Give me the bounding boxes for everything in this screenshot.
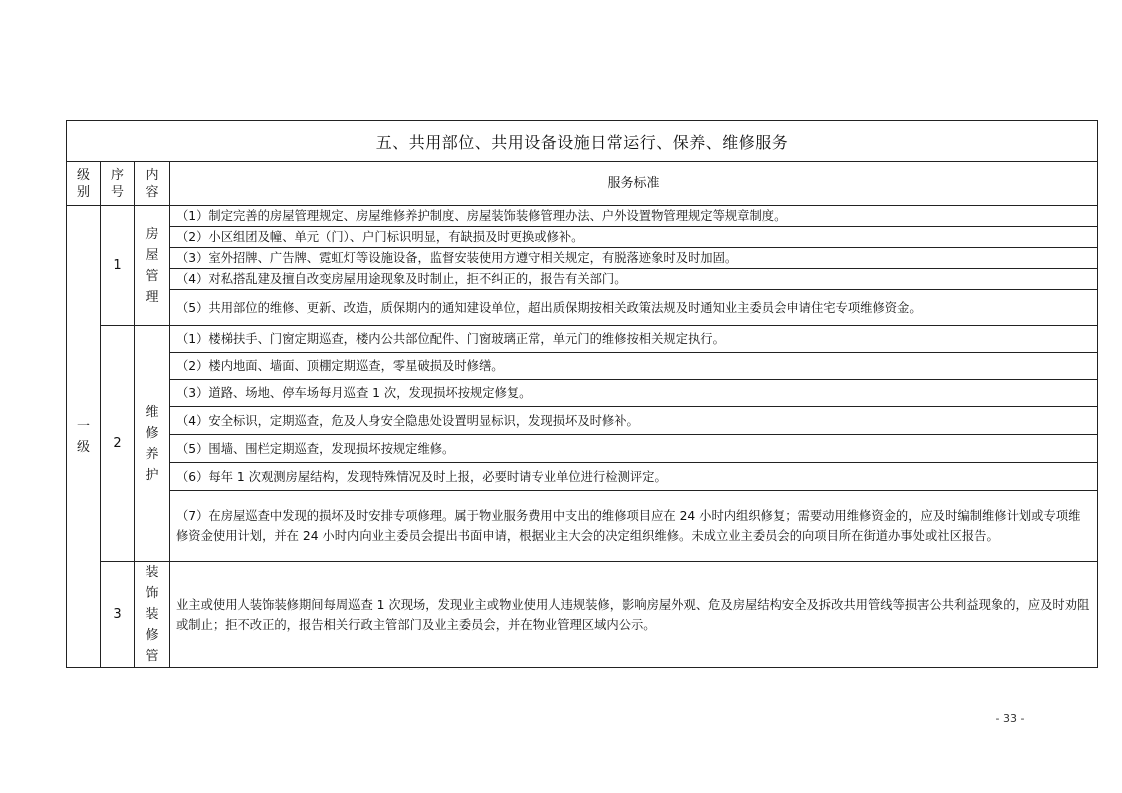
level-char: 级 bbox=[76, 439, 90, 455]
level-cell bbox=[67, 206, 101, 668]
header-level-char: 级 bbox=[76, 167, 90, 183]
header-content bbox=[135, 162, 170, 206]
standard-item: （7）在房屋巡查中发现的损坏及时安排专项修理。属于物业服务费用中支出的维修项目应在 24 小时内组织修复；需要动用维修资金的，应及时编制维修计划或专项维修资金使用计划，并在 24 小时内向业主委员会提出书面申请，根据业主大会的决定组织维修。未成立业主委员会的向项目所在街道办事处或社区报告。 bbox=[170, 491, 1098, 562]
seq-cell: 1 bbox=[101, 206, 135, 326]
content-char: 屋 bbox=[145, 247, 159, 263]
header-row bbox=[67, 162, 1098, 206]
level-char: 一 bbox=[76, 418, 90, 434]
header-seq-char: 序 bbox=[110, 167, 124, 183]
table-row bbox=[67, 227, 1098, 248]
content-cell bbox=[135, 562, 170, 668]
table-row bbox=[67, 269, 1098, 290]
header-seq bbox=[101, 162, 135, 206]
content-char: 装 bbox=[145, 607, 159, 622]
header-standard: 服务标准 bbox=[170, 162, 1098, 206]
standard-item: （5）围墙、围栏定期巡查，发现损坏按规定维修。 bbox=[170, 435, 1098, 463]
content-char: 饰 bbox=[145, 586, 159, 601]
standard-item: （4）安全标识，定期巡查，危及人身安全隐患处设置明显标识，发现损坏及时修补。 bbox=[170, 407, 1098, 435]
content-char: 修 bbox=[145, 628, 159, 643]
standard-item: （3）室外招牌、广告牌、霓虹灯等设施设备，监督安装使用方遵守相关规定，有脱落迹象时及时加固。 bbox=[170, 248, 1098, 269]
title-row bbox=[67, 121, 1098, 162]
seq-cell: 3 bbox=[101, 562, 135, 668]
content-char: 管 bbox=[145, 649, 159, 664]
header-level bbox=[67, 162, 101, 206]
table-row bbox=[67, 353, 1098, 380]
content-char: 理 bbox=[145, 289, 159, 305]
standard-item: （2）楼内地面、墙面、顶棚定期巡查，零星破损及时修缮。 bbox=[170, 353, 1098, 380]
service-standard-table bbox=[66, 120, 1098, 668]
table-row bbox=[67, 248, 1098, 269]
header-content-char: 容 bbox=[145, 184, 159, 200]
standard-item: （5）共用部位的维修、更新、改造，质保期内的通知建设单位，超出质保期按相关政策法规及时通知业主委员会申请住宅专项维修资金。 bbox=[170, 290, 1098, 326]
table-row bbox=[67, 206, 1098, 227]
content-char: 养 bbox=[145, 446, 159, 462]
content-char: 维 bbox=[145, 404, 159, 420]
content-char: 护 bbox=[145, 467, 159, 483]
table-row bbox=[67, 407, 1098, 435]
table-row bbox=[67, 435, 1098, 463]
standard-item: （3）道路、场地、停车场每月巡查 1 次，发现损坏按规定修复。 bbox=[170, 380, 1098, 407]
table-row bbox=[67, 562, 1098, 668]
content-cell bbox=[135, 326, 170, 562]
table-row bbox=[67, 290, 1098, 326]
page-number: - 33 - bbox=[995, 712, 1025, 725]
standard-item: 业主或使用人装饰装修期间每周巡查 1 次现场，发现业主或物业使用人违规装修，影响房屋外观、危及房屋结构安全及拆改共用管线等损害公共利益现象的，应及时劝阻或制止；拒不改正的，报告相关行政主管部门及业主委员会，并在物业管理区域内公示。 bbox=[170, 562, 1098, 668]
content-char: 管 bbox=[145, 268, 159, 284]
header-content-char: 内 bbox=[145, 167, 159, 183]
standard-item: （1）楼梯扶手、门窗定期巡查，楼内公共部位配件、门窗玻璃正常，单元门的维修按相关规定执行。 bbox=[170, 326, 1098, 353]
standard-item: （2）小区组团及幢、单元（门）、户门标识明显，有缺损及时更换或修补。 bbox=[170, 227, 1098, 248]
section-title: 五、共用部位、共用设备设施日常运行、保养、维修服务 bbox=[67, 121, 1098, 162]
header-level-char: 别 bbox=[76, 184, 90, 200]
header-seq-char: 号 bbox=[110, 184, 124, 200]
seq-cell: 2 bbox=[101, 326, 135, 562]
standard-item: （1）制定完善的房屋管理规定、房屋维修养护制度、房屋装饰装修管理办法、户外设置物管理规定等规章制度。 bbox=[170, 206, 1098, 227]
content-char: 修 bbox=[145, 425, 159, 441]
standard-item: （6）每年 1 次观测房屋结构，发现特殊情况及时上报，必要时请专业单位进行检测评定。 bbox=[170, 463, 1098, 491]
standard-item: （4）对私搭乱建及擅自改变房屋用途现象及时制止，拒不纠正的，报告有关部门。 bbox=[170, 269, 1098, 290]
table-row bbox=[67, 380, 1098, 407]
table-row bbox=[67, 463, 1098, 491]
content-char: 房 bbox=[145, 226, 159, 242]
table-row bbox=[67, 491, 1098, 562]
content-char: 装 bbox=[145, 565, 159, 580]
table-row bbox=[67, 326, 1098, 353]
content-cell bbox=[135, 206, 170, 326]
